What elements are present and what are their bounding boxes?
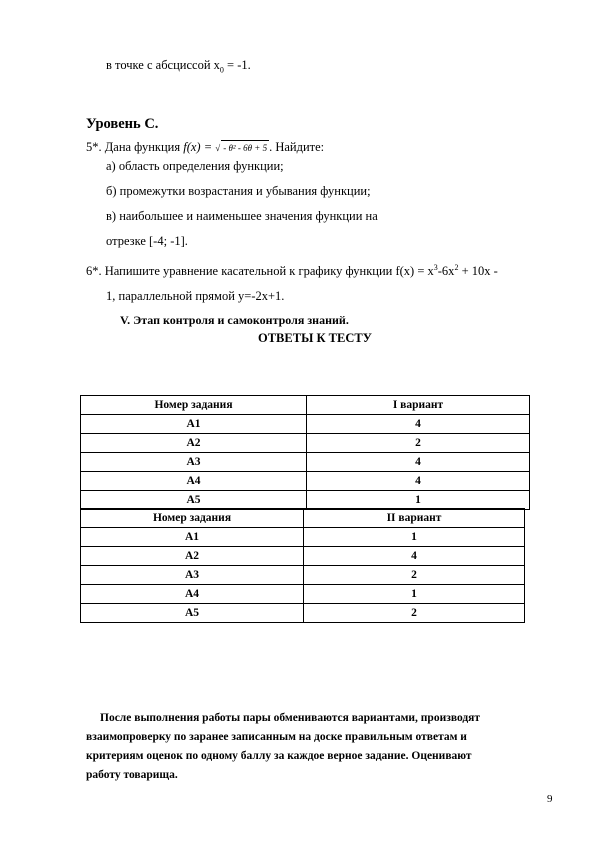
- top-line-sub: 0: [219, 65, 224, 75]
- answer-cell: 4: [304, 547, 525, 566]
- task6-mid: -6x: [437, 264, 455, 278]
- task6-line1: [86, 264, 498, 279]
- task-cell: А2: [81, 434, 307, 453]
- task-cell: А4: [81, 585, 304, 604]
- sqrt-expression: √ - θ² - 6θ + 5: [215, 140, 269, 156]
- table-row: [81, 472, 530, 491]
- task-cell: А2: [81, 547, 304, 566]
- table-header-variant: II вариант: [304, 509, 525, 528]
- answer-cell: 4: [307, 472, 530, 491]
- table-header-row: [81, 396, 530, 415]
- task-cell: А5: [81, 491, 307, 510]
- answers-table-variant-2: [80, 508, 525, 623]
- table-row: [81, 453, 530, 472]
- closing-line-2: взаимопроверку по заранее записанным на доске правильным ответам и: [86, 731, 467, 743]
- task5-intro-pre: 5*. Дана функция: [86, 140, 181, 154]
- answer-cell: 1: [304, 585, 525, 604]
- page-number: 9: [547, 793, 553, 805]
- closing-line-4: работу товарища.: [86, 769, 178, 781]
- answer-cell: 4: [307, 453, 530, 472]
- stage-heading: V. Этап контроля и самоконтроля знаний.: [120, 313, 349, 327]
- task-cell: А4: [81, 472, 307, 491]
- task-cell: А1: [81, 528, 304, 547]
- answer-cell: 2: [304, 566, 525, 585]
- answer-cell: 2: [304, 604, 525, 623]
- task5-func-name: f(x) =: [183, 140, 213, 154]
- answer-cell: 1: [304, 528, 525, 547]
- table-row: [81, 547, 525, 566]
- closing-line-1: После выполнения работы пары обмениваются вариантами, производят: [100, 712, 481, 724]
- top-line-pre: в точке с абсциссой x: [106, 58, 220, 72]
- table-header-task: Номер задания: [81, 396, 307, 415]
- answer-cell: 4: [307, 415, 530, 434]
- table-header-variant: I вариант: [307, 396, 530, 415]
- table-row: [81, 434, 530, 453]
- task5-intro: [86, 140, 324, 156]
- task-cell: А3: [81, 566, 304, 585]
- table-header-row: [81, 509, 525, 528]
- task6-sup1: 3: [433, 262, 438, 272]
- task5-intro-post: . Найдите:: [269, 140, 325, 154]
- task5-item-c: в) наибольшее и наименьшее значения функции на: [106, 209, 378, 223]
- task5-item-b: б) промежутки возрастания и убывания функции;: [106, 184, 371, 198]
- table-row: [81, 491, 530, 510]
- task5-item-a: а) область определения функции;: [106, 159, 284, 173]
- task6-line2: 1, параллельной прямой y=-2x+1.: [106, 289, 285, 303]
- level-c-heading: Уровень С.: [86, 116, 159, 132]
- task6-line1-pre: 6*. Напишите уравнение касательной к графику функции f(x) = x: [86, 264, 434, 278]
- closing-line-3: критериям оценок по одному баллу за каждое верное задание. Оценивают: [86, 750, 472, 762]
- answer-cell: 2: [307, 434, 530, 453]
- answers-table-variant-1: [80, 395, 530, 510]
- top-line: [106, 58, 251, 73]
- top-line-post: = -1.: [223, 58, 251, 72]
- table-row: [81, 566, 525, 585]
- answer-cell: 1: [307, 491, 530, 510]
- task-cell: А3: [81, 453, 307, 472]
- task-cell: А1: [81, 415, 307, 434]
- task-cell: А5: [81, 604, 304, 623]
- table-row: [81, 585, 525, 604]
- table-header-task: Номер задания: [81, 509, 304, 528]
- task5-item-c-cont: отрезке [-4; -1].: [106, 234, 188, 248]
- task6-line1-post: + 10x -: [458, 264, 498, 278]
- table-row: [81, 528, 525, 547]
- sqrt-radicand: - θ² - 6θ + 5: [221, 140, 269, 156]
- table-row: [81, 415, 530, 434]
- table-row: [81, 604, 525, 623]
- answers-title: ОТВЕТЫ К ТЕСТУ: [258, 331, 372, 345]
- task6-sup2: 2: [454, 262, 459, 272]
